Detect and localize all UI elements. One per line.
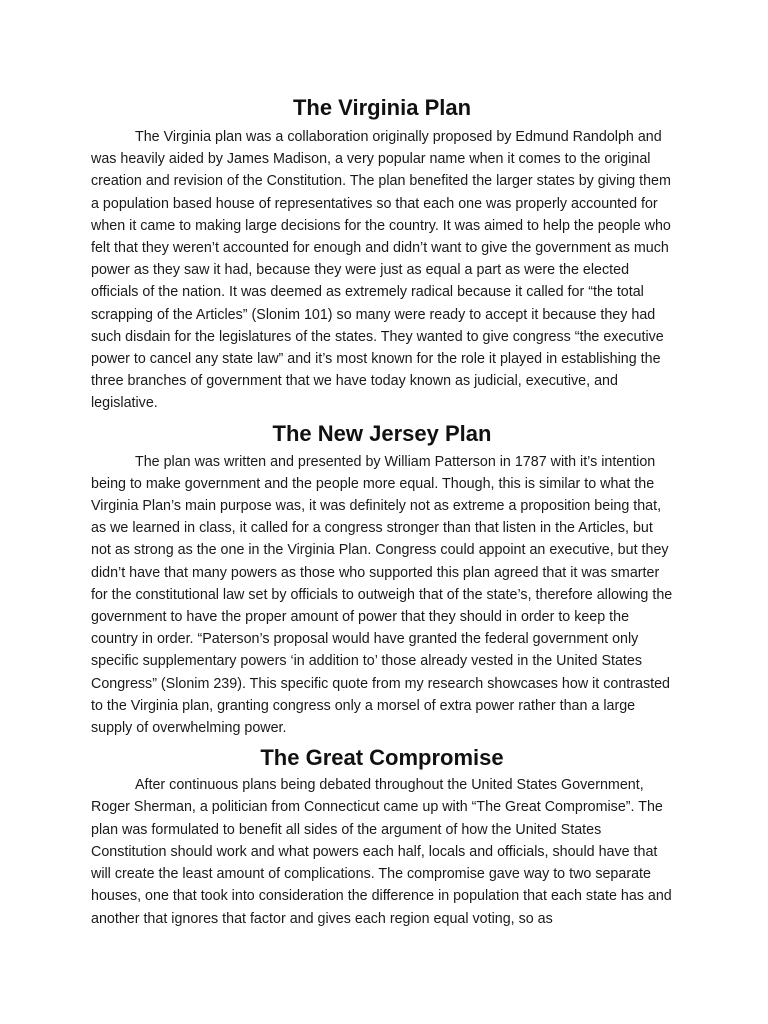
document-page [91,93,673,930]
section-heading: The Virginia Plan [292,95,472,120]
section-paragraph: The Virginia plan was a collaboration originally proposed by Edmund Randolph and was heavily aided by James Madison, a very popular name when it comes to the original creation and revision of the Constitution. The plan benefited the larger states by giving them a population based house of representatives so that each one was properly accounted for when it came to making large decisions for the country. It was aimed to help the people who felt that they weren’t accounted for enough and didn’t want to give the government as much power as they saw it had, because they were just as equal a part as were the elected officials of the nation. It was deemed as extremely radical because it called for “the total scrapping of the Articles” (Slonim 101) so many were ready to accept it because they had such disdain for the legislatures of the states. They wanted to give congress “the executive power to cancel any state law” and it’s most known for the role it played in establishing the three branches of government that we have today known as judicial, executive, and legislative. [91,129,671,412]
section-great-compromise [91,743,673,929]
section-virginia-plan [91,93,673,415]
section-heading: The Great Compromise [260,745,504,771]
section-paragraph: The plan was written and presented by William Patterson in 1787 with it’s intention being to make government and the people more equal. Though, this is similar to what the Virginia Plan’s main purpose was, it was definitely not as extreme a proposition being that, as we learned in class, it called for a congress stronger than that listen in the Articles, but not as strong as the one in the Virginia Plan. Congress could appoint an executive, but they didn’t have that many powers as those who supported this plan agreed that it was smarter for the constitutional law set by officials to outweigh that of the state’s, therefore allowing the government to have the proper amount of power that they should in order to keep the country in order. “Paterson’s proposal would have granted the federal government only specific supplementary powers ‘in addition to’ those already vested in the United States Congress” (Slonim 239). This specific quote from my research showcases how it contrasted to the Virginia plan, granting congress only a morsel of extra power rather than a large supply of overwhelming power. [91,453,673,737]
section-heading: The New Jersey Plan [272,420,492,446]
section-new-jersey-plan [91,419,673,740]
section-paragraph: After continuous plans being debated throughout the United States Government, Roger Sherman, a politician from Connecticut came up with “The Great Compromise”. The plan was formulated to benefit all sides of the argument of how the United States Constitution should work and what powers each half, locals and officials, should have that will create the least amount of complications. The compromise gave way to two separate houses, one that took into consideration the difference in population that each state has and another that ignores that factor and gives each region equal voting, so as [91,777,672,927]
